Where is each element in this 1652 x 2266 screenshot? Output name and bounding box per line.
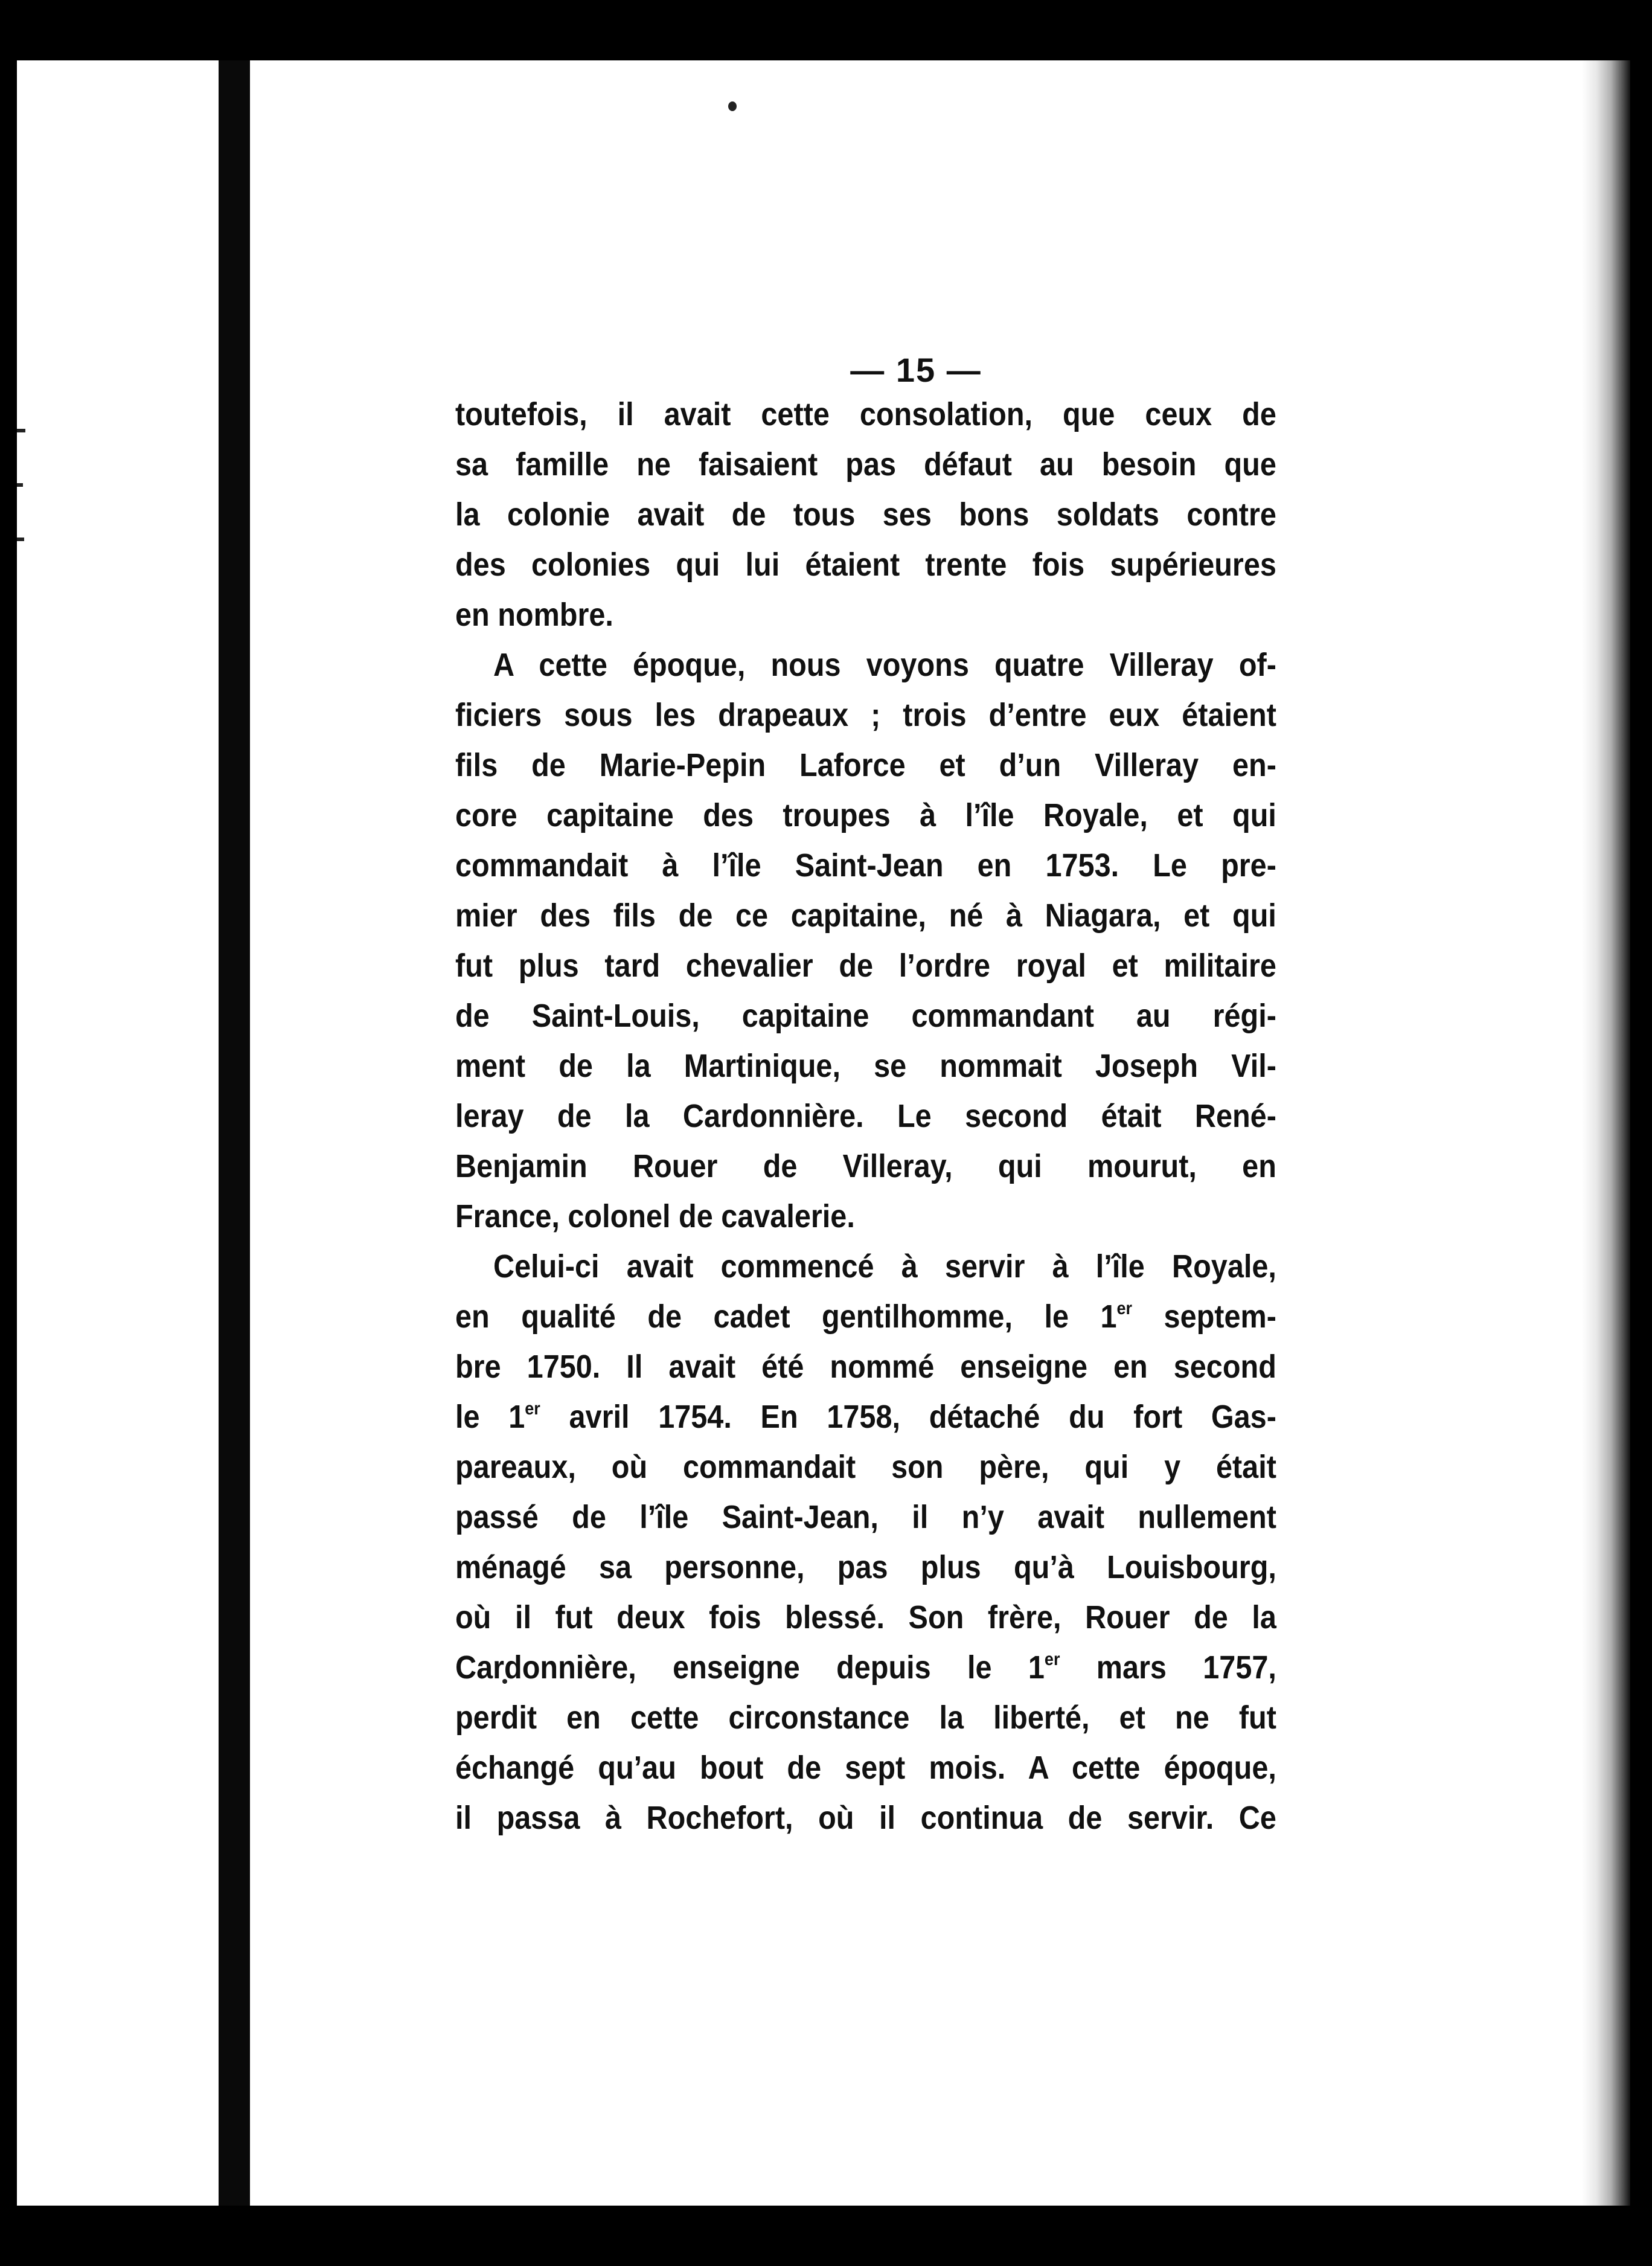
scan-border-left <box>0 0 17 2266</box>
text-line: pareaux, où commandait son père, qui y était <box>455 1449 1276 1485</box>
ink-speck <box>728 101 737 111</box>
text-line: France, colonel de cavalerie. <box>455 1198 855 1234</box>
text-line <box>455 1292 1276 1342</box>
text-line: bre 1750. Il avait été nommé enseigne en second <box>455 1349 1276 1385</box>
scan-border-bottom <box>0 2206 1652 2266</box>
text-fragment: septem- <box>1132 1298 1276 1335</box>
text-line: A cette époque, nous voyons quatre Villeray of- <box>493 647 1276 683</box>
text-fragment: mars 1757, <box>1060 1649 1276 1686</box>
superscript: er <box>1044 1649 1060 1669</box>
page-body-text <box>455 390 1276 1843</box>
facing-page-mark <box>17 483 23 487</box>
text-line: perdit en cette circonstance la liberté, et ne fut <box>455 1700 1276 1736</box>
page-number: — 15 — <box>850 351 982 389</box>
text-line: ficiers sous les drapeaux ; trois d’entre eux étaient <box>455 697 1276 733</box>
text-fragment: Cardonnière, enseigne depuis le 1 <box>455 1649 1045 1686</box>
text-line: ménagé sa personne, pas plus qu’à Louisbourg, <box>455 1549 1276 1585</box>
book-gutter <box>219 60 250 2206</box>
page-stack-edge <box>1582 60 1630 2206</box>
book-page <box>250 60 1582 2206</box>
text-line: il passa à Rochefort, où il continua de servir. Ce <box>455 1800 1276 1836</box>
text-line: mier des fils de ce capitaine, né à Niagara, et qui <box>455 897 1276 934</box>
text-line: leray de la Cardonnière. Le second était René- <box>455 1098 1276 1134</box>
facing-page-mark <box>17 429 25 432</box>
text-line: sa famille ne faisaient pas défaut au besoin que <box>455 446 1276 483</box>
text-line: fut plus tard chevalier de l’ordre royal et militaire <box>455 948 1276 984</box>
scan-border-right <box>1630 0 1652 2266</box>
facing-page-edge <box>17 60 219 2206</box>
text-line: passé de l’île Saint-Jean, il n’y avait nullement <box>455 1499 1276 1535</box>
text-line: de Saint-Louis, capitaine commandant au régi- <box>455 998 1276 1034</box>
text-line: commandait à l’île Saint-Jean en 1753. Le pre- <box>455 847 1276 884</box>
text-line: Celui-ci avait commencé à servir à l’île Royale, <box>493 1248 1276 1285</box>
superscript: er <box>525 1399 540 1419</box>
text-line: fils de Marie-Pepin Laforce et d’un Villeray en- <box>455 747 1276 783</box>
text-line <box>455 1643 1276 1693</box>
text-fragment: le 1 <box>455 1399 525 1435</box>
superscript: er <box>1116 1298 1133 1318</box>
text-line <box>455 1392 1276 1442</box>
text-line: la colonie avait de tous ses bons soldats contre <box>455 496 1276 533</box>
text-line: échangé qu’au bout de sept mois. A cette époque, <box>455 1750 1276 1786</box>
text-line: des colonies qui lui étaient trente fois supérieures <box>455 547 1276 583</box>
text-fragment: en qualité de cadet gentilhomme, le 1 <box>455 1298 1117 1335</box>
text-line: où il fut deux fois blessé. Son frère, Rouer de la <box>455 1599 1276 1635</box>
facing-page-mark <box>17 538 24 541</box>
text-line: ment de la Martinique, se nommait Joseph Vil- <box>455 1048 1276 1084</box>
text-line: core capitaine des troupes à l’île Royale, et qui <box>455 797 1276 833</box>
text-line: Benjamin Rouer de Villeray, qui mourut, en <box>455 1148 1276 1184</box>
text-line: toutefois, il avait cette consolation, que ceux de <box>455 396 1276 432</box>
text-line: en nombre. <box>455 597 613 633</box>
scan-border-top <box>0 0 1652 60</box>
text-fragment: avril 1754. En 1758, détaché du fort Gas- <box>540 1399 1276 1435</box>
